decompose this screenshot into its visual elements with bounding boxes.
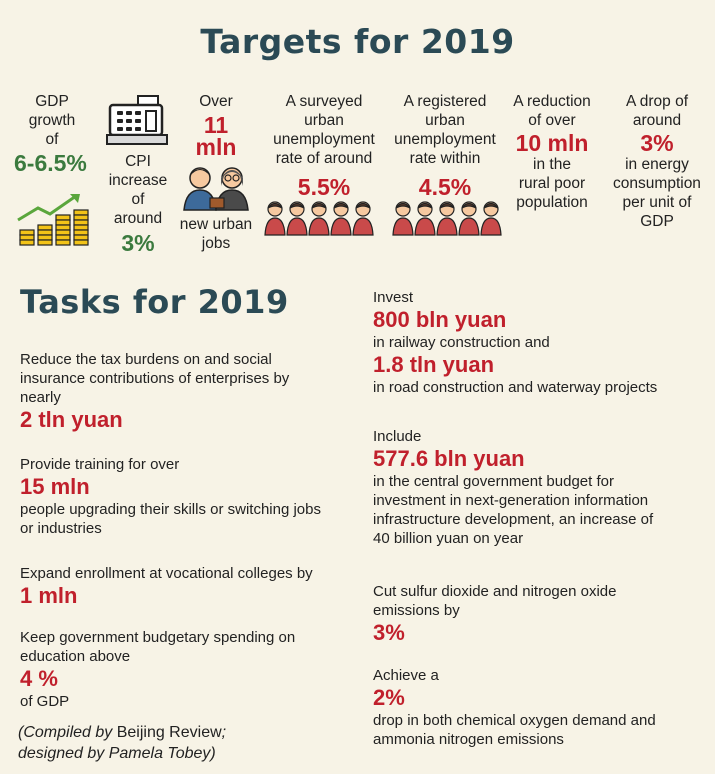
task-tax (20, 350, 350, 433)
registered-label-1: A registered (403, 93, 487, 110)
gdp-target (12, 92, 92, 149)
tax-text-3: nearly (20, 389, 61, 406)
gdp-label-1: GDP (35, 93, 69, 110)
achieve-text-2: drop in both chemical oxygen demand and (373, 712, 656, 729)
gdp-label-2: growth (28, 112, 76, 129)
workers-icon (180, 164, 252, 212)
sulfur-value: 3% (373, 620, 405, 645)
task-education (20, 628, 360, 711)
training-text-2: people upgrading their skills or switching jobs (20, 501, 321, 518)
jobs-label-3: jobs (201, 235, 231, 252)
achieve-value: 2% (373, 685, 405, 710)
credit (18, 722, 358, 764)
jobs-value-1: 11 (203, 112, 229, 138)
energy-target (602, 92, 712, 130)
task-training (20, 455, 360, 538)
rural-label-5: population (516, 194, 588, 211)
rural-label-3: in the (533, 156, 571, 173)
achieve-text-1: Achieve a (373, 667, 439, 684)
cpi-label-4: around (113, 210, 163, 227)
energy-label-3: in energy (625, 156, 689, 173)
sulfur-text-1: Cut sulfur dioxide and nitrogen oxide (373, 583, 617, 600)
education-text-1: Keep government budgetary spending on (20, 629, 296, 646)
surveyed-label-3: unemployment (273, 131, 375, 148)
surveyed-target (262, 92, 386, 168)
registered-target (386, 92, 504, 168)
invest-value-1: 800 bln yuan (373, 307, 507, 332)
task-vocational (20, 564, 360, 609)
education-value: 4 % (20, 666, 58, 691)
invest-text-1: Invest (373, 289, 414, 306)
rural-label-2: of over (528, 112, 576, 129)
education-text-2: education above (20, 648, 131, 665)
tax-text-2: insurance contributions of enterprises by (20, 370, 290, 387)
rural-target-2 (504, 155, 600, 212)
cpi-label-1: CPI (125, 153, 151, 170)
rural-label-4: rural poor (518, 175, 586, 192)
energy-label-2: around (632, 112, 682, 129)
cpi-value: 3% (121, 230, 155, 256)
gdp-value: 6-6.5% (14, 150, 87, 176)
task-invest (373, 288, 703, 397)
registered-value: 4.5% (418, 174, 472, 200)
vocational-text-1: Expand enrollment at vocational colleges by (20, 565, 313, 582)
energy-label-4: consumption (613, 175, 701, 192)
jobs-label-1: Over (199, 93, 233, 110)
jobs-value-2: mln (195, 134, 237, 160)
vocational-value: 1 mln (20, 583, 78, 608)
rural-label-1: A reduction (513, 93, 591, 110)
credit-designer: designed by Pamela Tobey) (18, 745, 216, 762)
rural-value: 10 mln (515, 130, 589, 156)
rural-target (504, 92, 600, 130)
growth-coins-icon (16, 190, 94, 248)
surveyed-value: 5.5% (297, 174, 351, 200)
energy-label-1: A drop of (625, 93, 689, 110)
crowd-icon-2 (392, 200, 502, 236)
task-include (373, 427, 703, 548)
include-text-4: infrastructure development, an increase of (373, 511, 654, 528)
registered-label-3: unemployment (394, 131, 496, 148)
achieve-text-3: ammonia nitrogen emissions (373, 731, 564, 748)
task-achieve (373, 666, 703, 749)
training-text-3: or industries (20, 520, 102, 537)
cpi-label-3: of (131, 191, 145, 208)
include-value: 577.6 bln yuan (373, 446, 525, 471)
tasks-title: Tasks for 2019 (20, 283, 289, 321)
energy-label-6: GDP (640, 213, 674, 230)
credit-publication: Beijing Review (116, 724, 222, 741)
jobs-label-2: new urban (179, 216, 253, 233)
invest-value-2: 1.8 tln yuan (373, 352, 495, 377)
invest-text-3: in road construction and waterway projects (373, 379, 658, 396)
energy-value: 3% (640, 130, 674, 156)
credit-part-3: ; (221, 724, 227, 741)
sulfur-text-2: emissions by (373, 602, 460, 619)
cpi-label-2: increase (108, 172, 168, 189)
training-value: 15 mln (20, 474, 90, 499)
energy-label-5: per unit of (622, 194, 692, 211)
training-text-1: Provide training for over (20, 456, 180, 473)
surveyed-label-1: A surveyed (285, 93, 363, 110)
cpi-target (98, 152, 178, 228)
registered-label-4: rate within (409, 150, 481, 167)
include-text-2: in the central government budget for (373, 473, 614, 490)
tax-value: 2 tln yuan (20, 407, 123, 432)
cash-register-icon (106, 95, 168, 145)
gdp-label-3: of (45, 131, 59, 148)
surveyed-label-2: urban (304, 112, 344, 129)
energy-target-2 (602, 155, 712, 231)
task-sulfur (373, 582, 703, 646)
registered-label-2: urban (425, 112, 465, 129)
include-text-3: investment in next-generation information (373, 492, 649, 509)
education-text-3: of GDP (20, 693, 70, 710)
surveyed-label-4: rate of around (275, 150, 373, 167)
include-text-1: Include (373, 428, 422, 445)
tax-text-1: Reduce the tax burdens on and social (20, 351, 272, 368)
credit-part-1: (Compiled by (18, 724, 117, 741)
include-text-5: 40 billion yuan on year (373, 530, 524, 547)
invest-text-2: in railway construction and (373, 334, 550, 351)
crowd-icon (264, 200, 374, 236)
targets-title: Targets for 2019 (200, 22, 515, 61)
